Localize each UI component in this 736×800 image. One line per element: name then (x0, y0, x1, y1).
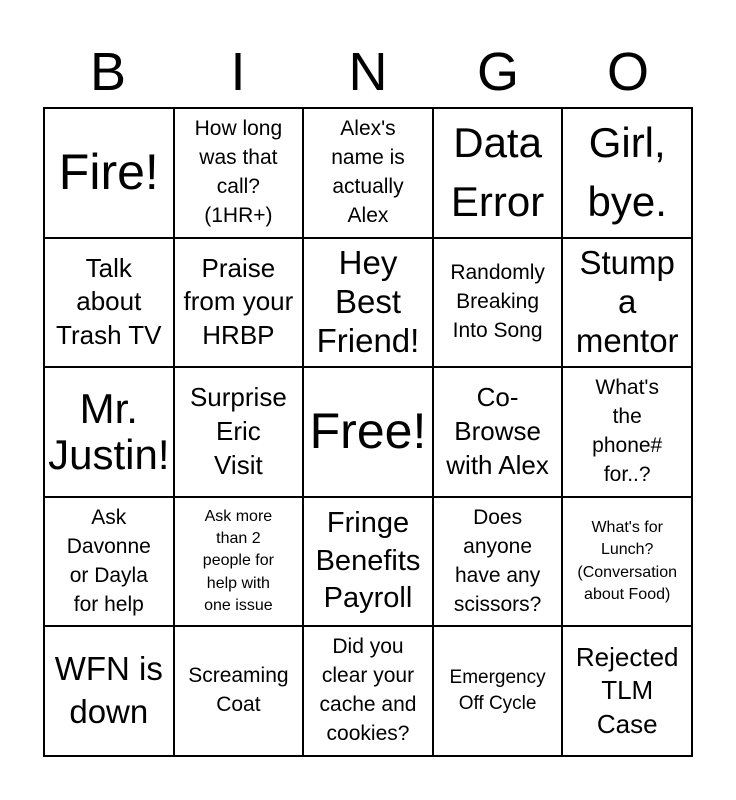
bingo-board (43, 107, 693, 757)
bingo-cell[interactable]: Screaming Coat (174, 626, 304, 756)
bingo-cell[interactable]: Mr. Justin! (44, 367, 174, 497)
bingo-cell[interactable]: WFN is down (44, 626, 174, 756)
bingo-cell[interactable]: Stump a mentor (562, 238, 692, 368)
header-letter-o: O (606, 42, 649, 102)
bingo-header (43, 40, 693, 104)
bingo-cell[interactable]: Randomly Breaking Into Song (433, 238, 563, 368)
bingo-cell[interactable]: Did you clear your cache and cookies? (303, 626, 433, 756)
header-letter-g: G (476, 42, 519, 102)
bingo-cell[interactable]: Alex's name is actually Alex (303, 108, 433, 238)
bingo-cell[interactable]: Hey Best Friend! (303, 238, 433, 368)
bingo-cell[interactable]: Rejected TLM Case (562, 626, 692, 756)
bingo-cell[interactable]: Emergency Off Cycle (433, 626, 563, 756)
header-letter-n: N (348, 42, 388, 102)
bingo-cell[interactable]: Data Error (433, 108, 563, 238)
bingo-cell[interactable]: Fringe Benefits Payroll (303, 497, 433, 627)
bingo-cell[interactable]: Co- Browse with Alex (433, 367, 563, 497)
bingo-cell[interactable]: Ask more than 2 people for help with one issue (174, 497, 304, 627)
bingo-cell[interactable]: What's for Lunch? (Conversation about Food) (562, 497, 692, 627)
bingo-cell[interactable]: Surprise Eric Visit (174, 367, 304, 497)
bingo-cell[interactable]: What's the phone# for..? (562, 367, 692, 497)
header-letter-b: B (89, 42, 127, 102)
bingo-cell[interactable]: Girl, bye. (562, 108, 692, 238)
bingo-cell[interactable]: Does anyone have any scissors? (433, 497, 563, 627)
free-space-cell[interactable]: Free! (303, 367, 433, 497)
header-letter-i: I (230, 42, 246, 102)
bingo-cell[interactable]: Ask Davonne or Dayla for help (44, 497, 174, 627)
bingo-cell[interactable]: Fire! (44, 108, 174, 238)
bingo-cell[interactable]: How long was that call? (1HR+) (174, 108, 304, 238)
bingo-cell[interactable]: Talk about Trash TV (44, 238, 174, 368)
bingo-cell[interactable]: Praise from your HRBP (174, 238, 304, 368)
